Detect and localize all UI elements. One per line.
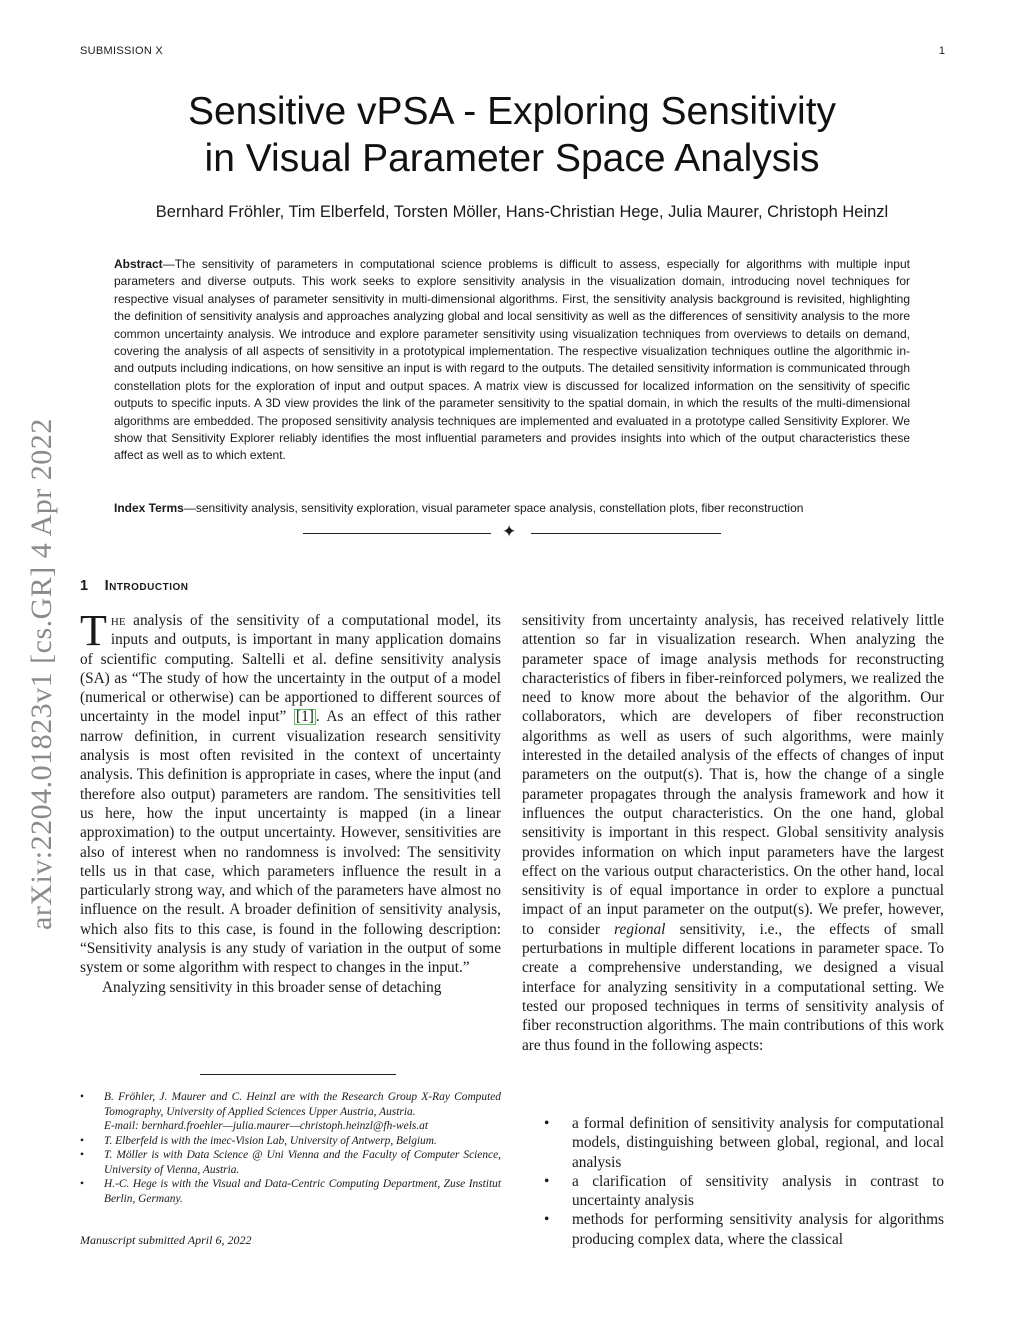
section-number: 1	[80, 578, 89, 594]
abstract-label: Abstract	[114, 257, 163, 271]
index-terms-text: —sensitivity analysis, sensitivity exploration, visual parameter space analysis, constellation plots, fiber reconstruction	[183, 501, 804, 515]
footnote-item: • T. Möller is with Data Science @ Uni Vienna and the Faculty of Computer Science, University of Vienna, Austria.	[80, 1149, 501, 1176]
paper-title	[90, 88, 934, 182]
intro-paragraph-2: Analyzing sensitivity in this broader sense of detaching	[102, 978, 442, 996]
intro-paragraph-continued: sensitivity from uncertainty analysis, has received relatively little attention so far in visualization research. When analyzing the parameter space of image analysis methods for reconstructing characteristics of fibers in fiber-reinforced polymers, we realized the need to know more about the behavior of the algorithm. Our collaborators, which are developers of fiber reconstruction algorithms as well as users of such algorithms, were mainly interested in the detailed analysis of the effects of changes of input parameters on the output(s). That is, how the change of a single parameter propagates through the analysis framework and how it influences the output characteristics. On the one hand, global sensitivity is important in this respect. Global sensitivity analysis provides information on which input parameters have the largest effect on the various output characteristics. On the other hand, local sensitivity is of equal importance in order to explore a punctual impact of an input parameter on the output(s). We prefer, however, to consider regional sensitivity, i.e., the effects of small perturbations in multiple different locations in parameter space. To create a comprehensive understanding, we designed a visual interface for analyzing sensitivity in a computational setting. We tested our proposed techniques in terms of sensitivity analysis of fiber reconstruction algorithms. The main contributions of this work are thus found in the following aspects:	[522, 612, 945, 1054]
footnote-item: • H.-C. Hege is with the Visual and Data-Centric Computing Department, Zuse Institut Berlin, Germany.	[80, 1178, 501, 1205]
bullet-icon: •	[80, 1091, 84, 1103]
intro-paragraph-1: The analysis of the sensitivity of a computational model, its inputs and outputs, is important in many application domains of scientific computing. Saltelli et al. define sensitivity analysis (SA) as “The study of how the uncertainty in the output of a model (numerical or otherwise) can be apportioned to different sources of uncertainty in the model input” [1] . As an effect of this rather narrow definition, in current visualization research sensitivity analysis is most often revisited in the context of uncertainty analysis. This definition is appropriate in cases, where the input (and therefore also output) parameters are random. The sensitivities tell us here, how the input uncertainty is mapped (in a linear approximation) to the output uncertainty. However, sensitivities are also of interest when no randomness is involved: The sensitivity tells us in that case, which parameters influence the result in a particularly strong way, and which of the parameters have almost no influence on the result. A broader definition of sensitivity analysis, which also fits to this case, is found in the following description: “Sensitivity analysis is any study of variation in the output of some system or some algorithm with respect to changes in the input.”	[80, 606, 501, 977]
list-item: • a formal definition of sensitivity analysis for computational models, distinguishing between global, regional, and local analysis	[544, 1115, 944, 1171]
title-line-2: in Visual Parameter Space Analysis	[204, 137, 820, 180]
bullet-icon: •	[544, 1115, 550, 1132]
running-header: SUBMISSION X	[80, 45, 164, 57]
page-number: 1	[938, 45, 945, 57]
author-list: Bernhard Fröhler, Tim Elberfeld, Torsten Möller, Hans-Christian Hege, Julia Maurer, Christoph Heinzl	[155, 203, 889, 221]
emphasis-regional: regional	[614, 920, 666, 938]
index-terms	[114, 500, 910, 517]
contributions-list	[522, 1114, 944, 1249]
footnotes	[80, 1090, 501, 1206]
abstract	[114, 256, 910, 465]
title-line-1: Sensitive vPSA - Exploring Sensitivity	[187, 90, 837, 133]
list-item: • methods for performing sensitivity analysis for algorithms producing complex data, where the classical	[544, 1211, 944, 1248]
section-title: Introduction	[104, 578, 189, 594]
bullet-icon: •	[80, 1149, 84, 1161]
intro-right-column	[522, 611, 944, 1055]
separator-rule-left	[303, 533, 491, 534]
manuscript-note: Manuscript submitted April 6, 2022	[80, 1233, 252, 1247]
separator-rule-right	[531, 533, 721, 534]
bullet-icon: •	[80, 1178, 84, 1190]
footnote-item: • B. Fröhler, J. Maurer and C. Heinzl are with the Research Group X-Ray Computed Tomography, University of Applied Sciences Upper Austria, Austria.	[80, 1091, 501, 1118]
list-item: • a clarification of sensitivity analysis in contrast to uncertainty analysis	[544, 1172, 944, 1210]
arxiv-sidebar-stamp[interactable]: arXiv:2204.01823v1 [cs.GR] 4 Apr 2022	[25, 418, 58, 930]
citation-link[interactable]: [1]	[295, 708, 314, 726]
footnote-email: E-mail: bernhard.froehler—julia.maurer—christoph.heinzl@fh-wels.at	[104, 1120, 429, 1132]
footnote-rule	[200, 1074, 396, 1075]
drop-cap: T	[80, 606, 107, 655]
intro-left-column	[80, 606, 501, 997]
index-terms-label: Index Terms	[114, 501, 184, 515]
section-heading	[80, 578, 189, 594]
footnote-item: • T. Elberfeld is with the imec-Vision Lab, University of Antwerp, Belgium.	[80, 1134, 437, 1147]
bullet-icon: •	[544, 1172, 550, 1190]
abstract-text: —The sensitivity of parameters in computational science problems is difficult to assess, especially for algorithms with multiple input parameters and diverse outputs. This work seeks to explore sensitivity analysis in the visualization domain, introducing novel techniques for respective visual analyses of parameter sensitivity in multi-dimensional algorithms. First, the sensitivity analysis background is revisited, highlighting the definition of sensitivity analysis and approaches analyzing global and local sensitivity as well as the differences of sensitivity analysis to the more common uncertainty analysis. We introduce and explore parameter sensitivity using visualization techniques from overviews to details on demand, covering the analysis of all aspects of sensitivity in a prototypical implementation. The respective visualization techniques outline the algorithmic in- and outputs including indications, on how sensitive an input is with regard to the outputs. The detailed sensitivity information is communicated through constellation plots for the exploration of input and output spaces. A matrix view is discussed for localized information on the sensitivity of specific outputs to specific inputs. A 3D view provides the link of the parameter sensitivity to the spatial domain, in which the results of the multi-dimensional algorithms are embedded. The proposed sensitivity analysis techniques are implemented and evaluated in a prototype called Sensitivity Explorer. We show that Sensitivity Explorer reliably identifies the most influential parameters and provides insights into which of the output characteristics these affect as well as to which extent.	[114, 257, 910, 463]
bullet-icon: •	[80, 1134, 84, 1147]
bullet-icon: •	[544, 1211, 550, 1229]
separator-diamond-icon: ✦	[502, 522, 517, 541]
lead-small-caps: he	[110, 612, 126, 629]
